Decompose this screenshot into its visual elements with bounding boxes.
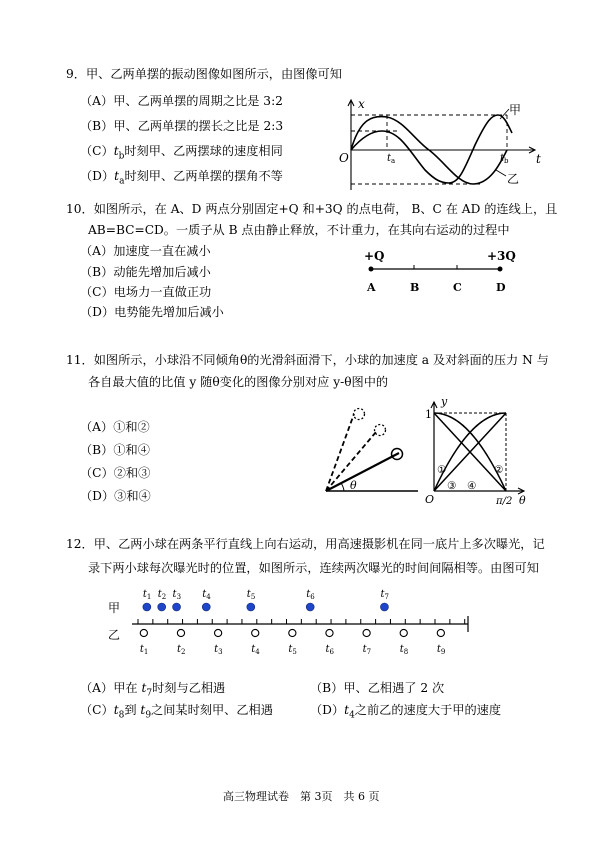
q12-bottom-label: $t_7$: [362, 644, 372, 656]
q11-graph-origin: O: [425, 493, 435, 506]
q10-line1: 10．如图所示，在 A、D 两点分别固定+Q 和+3Q 的点电荷， B、C 在 AD 的连线上，且: [66, 202, 558, 216]
q11-graph-y-label: y: [441, 395, 448, 408]
page-footer: 高三物理试卷 第 3页 共 6 页: [223, 790, 380, 803]
q11-label-1: ①: [437, 464, 447, 476]
q9-option-c: $(C)t_b$时刻甲、乙两摆球的速度相同: [80, 144, 283, 162]
q11-line1: 11．如图所示，小球沿不同倾角θ的光滑斜面滑下，小球的加速度 a 及对斜面的压力 N 与: [66, 353, 549, 367]
q10-label-d: D: [496, 281, 506, 294]
q12-label-yi: 乙: [108, 628, 121, 642]
q11-label-2: ②: [494, 464, 504, 476]
q12-ball-yi: [363, 629, 370, 636]
q12-top-label: $t_6$: [306, 589, 315, 601]
q12-option-b: （B）甲、乙相遇了 2 次: [310, 681, 445, 695]
q9-origin: O: [339, 151, 349, 165]
q11-option-d: （D）③和④: [80, 489, 151, 503]
q12-bottom-label: $t_4$: [251, 644, 260, 656]
q12-label-jia: 甲: [108, 601, 121, 615]
q11-line2: 各自最大值的比值 y 随θ变化的图像分别对应 y-θ图中的: [88, 375, 389, 389]
q12-bottom-label: $t_9$: [436, 644, 446, 656]
q12-top-label: $t_1$: [142, 589, 152, 601]
q11-graph-one: 1: [425, 408, 432, 421]
q9-label-yi: 乙: [507, 172, 520, 186]
q12-ball-yi: [437, 629, 444, 636]
q12-option-c: $(C)t_8$到 $t_9$之间某时刻甲、乙相遇: [80, 703, 273, 721]
q10-charge-left: +Q: [364, 249, 385, 263]
q9-ta: $t_a$: [387, 153, 396, 165]
q12-ball-jia: [380, 603, 388, 611]
q12-bottom-label: $t_2$: [176, 644, 186, 656]
q11-label-3: ③: [447, 480, 457, 492]
q12-ball-yi: [177, 629, 184, 636]
q12-ball-yi: [326, 629, 333, 636]
q9-stem: 9．甲、乙两单摆的振动图像如图所示，由图像可知: [66, 67, 342, 81]
q10-line2: AB=BC=CD。一质子从 B 点由静止释放，不计重力，在其向右运动的过程中: [88, 223, 510, 237]
q9-x-label: t: [536, 152, 541, 166]
q12-bottom-label: $t_5$: [288, 644, 297, 656]
q12-line1: 12．甲、乙两小球在两条平行直线上向右运动，用高速摄影机在同一底片上多次曝光，记: [66, 537, 545, 551]
q12-top-label: $t_5$: [246, 589, 256, 601]
q9-label-jia: 甲: [509, 103, 522, 117]
q12-top-label: $t_3$: [172, 589, 182, 601]
q12-bottom-label: $t_6$: [325, 644, 334, 656]
q12-line2: 录下两小球每次曝光时的位置，如图所示，连续两次曝光的时间间隔相等。由图可知: [88, 561, 539, 575]
q12-top-label: $t_4$: [202, 589, 211, 601]
q12-ball-yi: [289, 629, 296, 636]
q12-bottom-label: $t_1$: [139, 644, 149, 656]
q11-option-b: （B）①和④: [80, 443, 150, 457]
q12-ball-jia: [202, 603, 210, 611]
q12-ball-yi: [215, 629, 222, 636]
q11-option-a: （A）①和②: [80, 420, 150, 434]
q12-option-a: （A）甲在 $t_7$时刻与乙相遇: [80, 681, 226, 699]
q12-option-d: $(D)t_4$之前乙的速度大于甲的速度: [310, 703, 502, 721]
q12-ball-jia: [306, 603, 314, 611]
q12-bottom-label: $t_3$: [214, 644, 223, 656]
q11-option-c: （C）②和③: [80, 466, 151, 480]
q12-top-label: $t_2$: [157, 589, 167, 601]
q11-graph-pi2: π/2: [496, 496, 513, 507]
q10-label-b: B: [410, 281, 420, 294]
q10-option-d: （D）电势能先增加后减小: [80, 305, 224, 319]
q9-tb: $t_b$: [500, 153, 509, 165]
q10-option-a: （A）加速度一直在减小: [80, 244, 211, 258]
q12-ball-jia: [158, 603, 166, 611]
q11-theta-incline: θ: [350, 479, 357, 492]
q10-label-a: A: [367, 281, 376, 294]
q9-y-label: x: [358, 97, 365, 111]
q12-ball-jia: [247, 603, 255, 611]
q12-ball-yi: [140, 629, 147, 636]
q11-graph-theta: θ: [519, 494, 526, 507]
q10-label-c: C: [453, 281, 462, 294]
q9-option-b: （B）甲、乙两单摆的摆长之比是 2:3: [80, 119, 284, 133]
q9-option-a: （A）甲、乙两单摆的周期之比是 3:2: [80, 94, 283, 108]
q12-ball-jia: [143, 603, 151, 611]
q10-option-b: （B）动能先增加后减小: [80, 265, 211, 279]
q12-bottom-label: $t_8$: [399, 644, 409, 656]
q12-ball-yi: [400, 629, 407, 636]
q12-top-label: $t_7$: [380, 589, 389, 601]
q10-charge-right: +3Q: [487, 249, 516, 263]
q12-ball-jia: [173, 603, 181, 611]
q9-option-d: $(D)t_a$时刻甲、乙两单摆的摆角不等: [80, 169, 283, 187]
q10-option-c: （C）电场力一直做正功: [80, 285, 212, 299]
q11-label-4: ④: [467, 480, 477, 492]
q12-ball-yi: [252, 629, 259, 636]
